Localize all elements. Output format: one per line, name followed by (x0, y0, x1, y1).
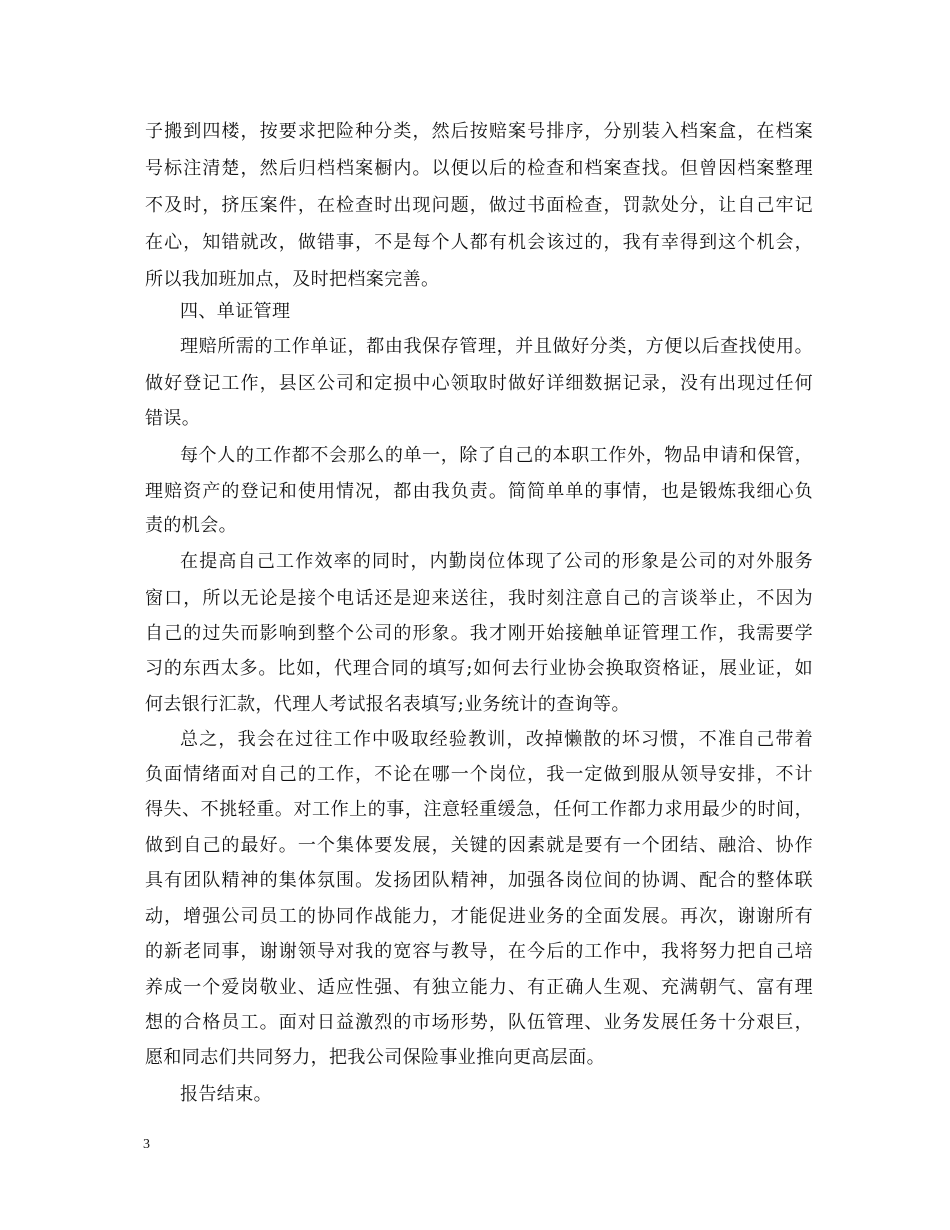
text-line: 的新老同事，谢谢领导对我的宽容与教导，在今后的工作中，我将努力把自己培 (145, 941, 813, 962)
text-line: 在心，知错就改，做错事，不是每个人都有机会该过的，我有幸得到这个机会， (145, 232, 813, 253)
text-line: 养成一个爱岗敬业、适应性强、有独立能力、有正确人生观、充满朝气、富有理 (145, 977, 813, 998)
text-line: 何去银行汇款，代理人考试报名表填写;业务统计的查询等。 (145, 694, 630, 715)
text-line: 愿和同志们共同努力，把我公司保险事业推向更高层面。 (145, 1047, 605, 1068)
text-line: 负面情绪面对自己的工作，不论在哪一个岗位，我一定做到服从领导安排，不计 (145, 764, 813, 785)
text-line: 号标注清楚，然后归档档案橱内。以便以后的检查和档案查找。但曾因档案整理 (145, 158, 813, 179)
text-line: 子搬到四楼，按要求把险种分类，然后按赔案号排序，分别装入档案盒，在档案 (145, 121, 813, 142)
text-line: 责的机会。 (145, 515, 237, 536)
text-line: 想的合格员工。面对日益激烈的市场形势，队伍管理、业务发展任务十分艰巨， (145, 1012, 813, 1033)
text-line: 报告结束。 (180, 1084, 272, 1105)
text-line: 理赔资产的登记和使用情况，都由我负责。简简单单的事情，也是锻炼我细心负 (145, 481, 813, 502)
text-line: 窗口，所以无论是接个电话还是迎来送往，我时刻注意自己的言谈举止，不因为 (145, 588, 813, 609)
text-line: 错误。 (145, 408, 201, 429)
text-line: 做好登记工作，县区公司和定损中心领取时做好详细数据记录，没有出现过任何 (145, 373, 813, 394)
text-line: 所以我加班加点，及时把档案完善。 (145, 269, 440, 290)
page-number: 3 (143, 1137, 150, 1152)
text-line: 总之，我会在过往工作中吸取经验教训，改掉懒散的坏习惯，不准自己带着 (180, 729, 813, 750)
text-line: 具有团队精神的集体氛围。发扬团队精神，加强各岗位间的协调、配合的整体联 (145, 870, 813, 891)
text-line: 自己的过失而影响到整个公司的形象。我才刚开始接触单证管理工作，我需要学 (145, 623, 813, 644)
text-line: 动，增强公司员工的协同作战能力，才能促进业务的全面发展。再次，谢谢所有 (145, 906, 813, 927)
text-line: 理赔所需的工作单证，都由我保存管理，并且做好分类，方便以后查找使用。 (180, 336, 813, 357)
text-line: 得失、不挑轻重。对工作上的事，注意轻重缓急，任何工作都力求用最少的时间， (145, 799, 813, 820)
text-line: 不及时，挤压案件，在检查时出现问题，做过书面检查，罚款处分，让自己牢记 (145, 195, 813, 216)
text-line: 每个人的工作都不会那么的单一，除了自己的本职工作外，物品申请和保管， (180, 445, 813, 466)
text-line: 做到自己的最好。一个集体要发展，关键的因素就是要有一个团结、融洽、协作 (145, 835, 813, 856)
text-line: 在提高自己工作效率的同时，内勤岗位体现了公司的形象是公司的对外服务 (180, 551, 813, 572)
section-heading: 四、单证管理 (180, 301, 291, 322)
text-line: 习的东西太多。比如，代理合同的填写;如何去行业协会换取资格证，展业证，如 (145, 658, 813, 679)
